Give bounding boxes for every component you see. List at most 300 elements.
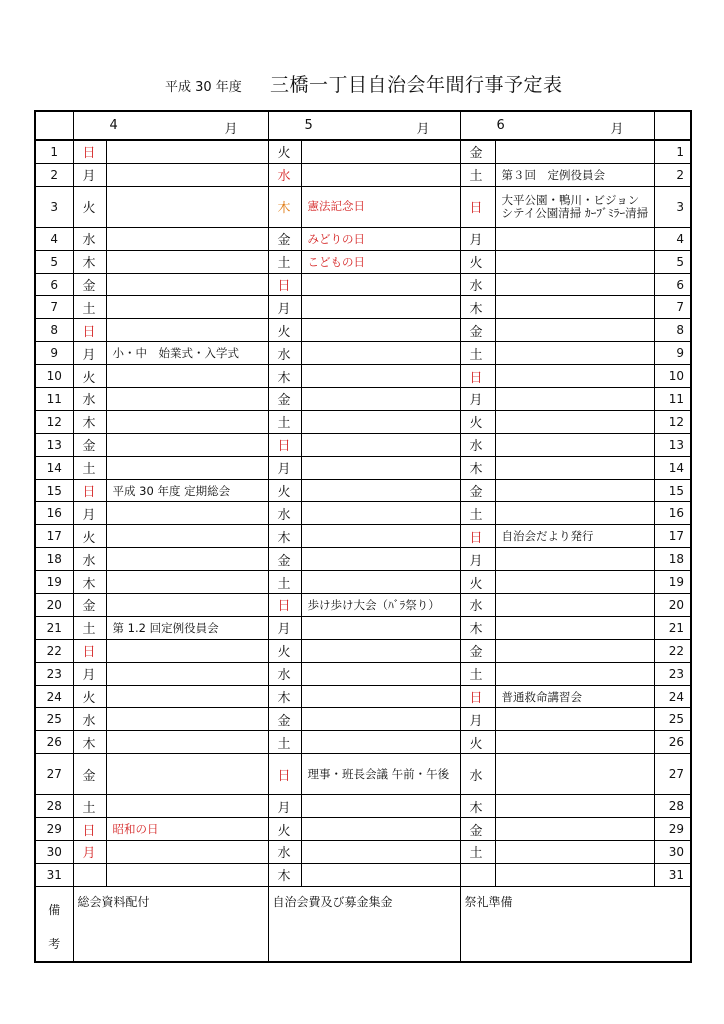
table-row (35, 594, 691, 617)
may-weekday: 月 (268, 296, 301, 319)
june-event: 第３回 定例役員会 (495, 163, 654, 186)
april-event (106, 548, 268, 571)
june-event (495, 410, 654, 433)
may-event (301, 662, 460, 685)
month-header-april (73, 111, 268, 140)
april-event (106, 365, 268, 388)
table-row (35, 548, 691, 571)
april-event (106, 456, 268, 479)
june-weekday (460, 863, 495, 886)
april-event: 昭和の日 (106, 818, 268, 841)
june-event (495, 456, 654, 479)
table-row (35, 571, 691, 594)
june-event (495, 296, 654, 319)
table-row (35, 731, 691, 754)
june-weekday: 水 (460, 433, 495, 456)
april-weekday: 金 (73, 273, 106, 296)
may-event (301, 319, 460, 342)
may-event (301, 502, 460, 525)
april-weekday: 木 (73, 250, 106, 273)
june-weekday: 木 (460, 616, 495, 639)
april-event (106, 685, 268, 708)
june-event (495, 342, 654, 365)
june-event: 普通救命講習会 (495, 685, 654, 708)
table-row (35, 227, 691, 250)
day-number: 15 (35, 479, 73, 502)
may-event: 理事・班長会議 午前・午後 (301, 754, 460, 795)
day-number-right: 2 (654, 163, 691, 186)
may-weekday: 水 (268, 662, 301, 685)
june-event: 自治会だより発行 (495, 525, 654, 548)
april-weekday: 土 (73, 795, 106, 818)
april-weekday: 月 (73, 841, 106, 864)
may-weekday: 火 (268, 140, 301, 163)
june-weekday: 金 (460, 140, 495, 163)
may-weekday: 日 (268, 754, 301, 795)
june-weekday: 月 (460, 227, 495, 250)
april-event (106, 410, 268, 433)
day-number-right: 9 (654, 342, 691, 365)
april-weekday: 金 (73, 594, 106, 617)
table-row (35, 754, 691, 795)
day-number-right: 23 (654, 662, 691, 685)
may-weekday: 金 (268, 227, 301, 250)
may-event (301, 571, 460, 594)
june-event (495, 818, 654, 841)
june-weekday: 水 (460, 754, 495, 795)
month-number: 6 (496, 118, 505, 133)
table-row (35, 273, 691, 296)
june-event (495, 548, 654, 571)
may-event (301, 548, 460, 571)
day-number: 30 (35, 841, 73, 864)
april-event (106, 795, 268, 818)
june-weekday: 土 (460, 163, 495, 186)
may-event (301, 841, 460, 864)
day-number-right: 10 (654, 365, 691, 388)
april-event (106, 571, 268, 594)
day-number: 4 (35, 227, 73, 250)
title-row (0, 68, 724, 100)
june-weekday: 火 (460, 571, 495, 594)
day-number-right: 19 (654, 571, 691, 594)
may-event (301, 639, 460, 662)
month-header-june (460, 111, 654, 140)
april-event (106, 754, 268, 795)
april-weekday: 日 (73, 479, 106, 502)
day-number-right: 27 (654, 754, 691, 795)
april-event (106, 863, 268, 886)
may-weekday: 日 (268, 433, 301, 456)
april-event (106, 639, 268, 662)
june-weekday: 土 (460, 342, 495, 365)
day-number-right: 22 (654, 639, 691, 662)
day-number: 3 (35, 186, 73, 227)
june-event (495, 571, 654, 594)
april-event (106, 731, 268, 754)
april-weekday: 日 (73, 140, 106, 163)
header-day-blank (35, 111, 73, 140)
april-event: 小・中 始業式・入学式 (106, 342, 268, 365)
table-row (35, 662, 691, 685)
june-event (495, 273, 654, 296)
day-number-right: 17 (654, 525, 691, 548)
notes-may: 自治会費及び募金集金 (268, 886, 460, 962)
may-event (301, 163, 460, 186)
may-weekday: 土 (268, 731, 301, 754)
day-number-right: 11 (654, 388, 691, 411)
april-event (106, 502, 268, 525)
april-weekday: 火 (73, 365, 106, 388)
day-number-right: 6 (654, 273, 691, 296)
april-event (106, 525, 268, 548)
april-event (106, 273, 268, 296)
may-weekday: 木 (268, 685, 301, 708)
day-number: 31 (35, 863, 73, 886)
may-weekday: 火 (268, 319, 301, 342)
day-number-right: 24 (654, 685, 691, 708)
april-event (106, 186, 268, 227)
table-row (35, 616, 691, 639)
april-event (106, 319, 268, 342)
day-number: 14 (35, 456, 73, 479)
april-event: 平成 30 年度 定期総会 (106, 479, 268, 502)
may-event: 憲法記念日 (301, 186, 460, 227)
april-weekday: 日 (73, 319, 106, 342)
april-weekday: 金 (73, 754, 106, 795)
april-weekday: 火 (73, 186, 106, 227)
april-event (106, 227, 268, 250)
day-number: 17 (35, 525, 73, 548)
may-weekday: 木 (268, 525, 301, 548)
may-weekday: 金 (268, 708, 301, 731)
day-number: 20 (35, 594, 73, 617)
april-weekday: 日 (73, 639, 106, 662)
june-weekday: 日 (460, 685, 495, 708)
april-weekday: 土 (73, 616, 106, 639)
may-weekday: 土 (268, 410, 301, 433)
may-weekday: 水 (268, 163, 301, 186)
notes-june: 祭礼準備 (460, 886, 691, 962)
june-event (495, 140, 654, 163)
april-weekday: 木 (73, 571, 106, 594)
day-number: 2 (35, 163, 73, 186)
april-event (106, 708, 268, 731)
may-event (301, 818, 460, 841)
month-header-row (35, 111, 691, 140)
day-number-right: 8 (654, 319, 691, 342)
may-event: こどもの日 (301, 250, 460, 273)
day-number: 21 (35, 616, 73, 639)
may-event (301, 616, 460, 639)
june-event (495, 754, 654, 795)
may-weekday: 金 (268, 388, 301, 411)
table-row (35, 388, 691, 411)
june-event (495, 365, 654, 388)
june-event (495, 388, 654, 411)
day-number-right: 18 (654, 548, 691, 571)
june-event (495, 227, 654, 250)
april-weekday: 土 (73, 456, 106, 479)
april-event (106, 388, 268, 411)
month-label: 月 (224, 122, 238, 137)
table-row (35, 639, 691, 662)
may-weekday: 水 (268, 342, 301, 365)
month-label: 月 (416, 122, 430, 137)
day-number: 8 (35, 319, 73, 342)
day-number: 11 (35, 388, 73, 411)
may-weekday: 水 (268, 841, 301, 864)
june-event (495, 594, 654, 617)
may-event (301, 273, 460, 296)
june-event (495, 795, 654, 818)
june-event (495, 708, 654, 731)
june-weekday: 火 (460, 410, 495, 433)
day-number: 27 (35, 754, 73, 795)
june-weekday: 日 (460, 186, 495, 227)
april-event: 第 1.2 回定例役員会 (106, 616, 268, 639)
april-weekday: 土 (73, 296, 106, 319)
day-number: 7 (35, 296, 73, 319)
june-weekday: 水 (460, 273, 495, 296)
june-weekday: 土 (460, 841, 495, 864)
april-event (106, 163, 268, 186)
table-row (35, 140, 691, 163)
june-event: 大平公園・鴨川・ビジョンシテイ公園清掃 ｶｰﾌﾞﾐﾗｰ清掃 (495, 186, 654, 227)
april-weekday: 水 (73, 227, 106, 250)
day-number: 5 (35, 250, 73, 273)
day-number: 10 (35, 365, 73, 388)
april-weekday: 水 (73, 708, 106, 731)
june-weekday: 金 (460, 319, 495, 342)
may-weekday: 火 (268, 818, 301, 841)
may-weekday: 土 (268, 250, 301, 273)
june-weekday: 金 (460, 818, 495, 841)
june-weekday: 水 (460, 594, 495, 617)
may-weekday: 土 (268, 571, 301, 594)
day-number: 24 (35, 685, 73, 708)
table-row (35, 502, 691, 525)
april-weekday: 火 (73, 525, 106, 548)
june-event (495, 502, 654, 525)
may-event (301, 140, 460, 163)
june-weekday: 金 (460, 639, 495, 662)
day-number-right: 28 (654, 795, 691, 818)
day-number-right: 1 (654, 140, 691, 163)
may-weekday: 木 (268, 863, 301, 886)
may-event (301, 525, 460, 548)
day-number-right: 26 (654, 731, 691, 754)
day-number-right: 15 (654, 479, 691, 502)
day-number: 26 (35, 731, 73, 754)
month-number: 4 (109, 118, 118, 133)
april-weekday: 月 (73, 502, 106, 525)
month-number: 5 (304, 118, 313, 133)
may-event (301, 388, 460, 411)
may-event (301, 342, 460, 365)
june-event (495, 639, 654, 662)
schedule-table (34, 110, 692, 963)
table-row (35, 841, 691, 864)
table-row (35, 479, 691, 502)
may-event (301, 731, 460, 754)
day-number: 12 (35, 410, 73, 433)
june-weekday: 月 (460, 548, 495, 571)
table-row (35, 186, 691, 227)
april-weekday: 月 (73, 342, 106, 365)
june-weekday: 木 (460, 795, 495, 818)
day-number: 6 (35, 273, 73, 296)
table-row (35, 708, 691, 731)
may-weekday: 月 (268, 456, 301, 479)
may-event (301, 795, 460, 818)
notes-april: 総会資料配付 (73, 886, 268, 962)
june-weekday: 金 (460, 479, 495, 502)
june-event (495, 616, 654, 639)
april-event (106, 594, 268, 617)
june-weekday: 日 (460, 525, 495, 548)
table-row (35, 685, 691, 708)
page-title: 三橋一丁目自治会年間行事予定表 (270, 74, 563, 96)
june-weekday: 月 (460, 708, 495, 731)
june-weekday: 土 (460, 502, 495, 525)
day-number-right: 5 (654, 250, 691, 273)
day-number: 22 (35, 639, 73, 662)
may-weekday: 日 (268, 594, 301, 617)
day-number-right: 4 (654, 227, 691, 250)
april-weekday: 火 (73, 685, 106, 708)
april-weekday: 月 (73, 662, 106, 685)
table-row (35, 818, 691, 841)
may-event (301, 410, 460, 433)
day-number: 23 (35, 662, 73, 685)
day-number-right: 16 (654, 502, 691, 525)
april-weekday (73, 863, 106, 886)
april-weekday: 日 (73, 818, 106, 841)
june-event (495, 433, 654, 456)
june-event (495, 662, 654, 685)
day-number-right: 25 (654, 708, 691, 731)
month-label: 月 (610, 122, 624, 137)
day-number-right: 12 (654, 410, 691, 433)
may-event (301, 685, 460, 708)
table-row (35, 795, 691, 818)
may-weekday: 木 (268, 365, 301, 388)
day-number-right: 20 (654, 594, 691, 617)
table-row (35, 296, 691, 319)
june-weekday: 木 (460, 296, 495, 319)
june-event (495, 731, 654, 754)
may-event: みどりの日 (301, 227, 460, 250)
table-row (35, 456, 691, 479)
may-weekday: 月 (268, 795, 301, 818)
month-header-may (268, 111, 460, 140)
may-event (301, 708, 460, 731)
may-event: 歩け歩け大会（ﾊﾞﾗ祭り） (301, 594, 460, 617)
notes-label: 備 考 (35, 886, 73, 962)
may-weekday: 月 (268, 616, 301, 639)
table-row (35, 342, 691, 365)
june-event (495, 319, 654, 342)
april-event (106, 662, 268, 685)
may-event (301, 365, 460, 388)
table-row (35, 863, 691, 886)
april-weekday: 水 (73, 548, 106, 571)
day-number: 29 (35, 818, 73, 841)
april-event (106, 250, 268, 273)
june-weekday: 日 (460, 365, 495, 388)
day-number-right: 13 (654, 433, 691, 456)
april-event (106, 140, 268, 163)
june-event (495, 250, 654, 273)
day-number: 16 (35, 502, 73, 525)
june-weekday: 土 (460, 662, 495, 685)
fiscal-year-label: 平成 30 年度 (165, 80, 242, 95)
day-number: 1 (35, 140, 73, 163)
day-number: 18 (35, 548, 73, 571)
day-number-right: 14 (654, 456, 691, 479)
day-number: 13 (35, 433, 73, 456)
table-row (35, 433, 691, 456)
may-weekday: 火 (268, 479, 301, 502)
table-row (35, 365, 691, 388)
april-weekday: 木 (73, 731, 106, 754)
may-event (301, 863, 460, 886)
april-event (106, 296, 268, 319)
day-number: 9 (35, 342, 73, 365)
april-weekday: 月 (73, 163, 106, 186)
may-weekday: 火 (268, 639, 301, 662)
may-weekday: 日 (268, 273, 301, 296)
may-event (301, 433, 460, 456)
may-weekday: 水 (268, 502, 301, 525)
day-number-right: 3 (654, 186, 691, 227)
table-row (35, 163, 691, 186)
june-event (495, 863, 654, 886)
june-weekday: 木 (460, 456, 495, 479)
header-day-blank-right (654, 111, 691, 140)
june-weekday: 火 (460, 731, 495, 754)
table-row (35, 525, 691, 548)
notes-row (35, 886, 691, 962)
table-row (35, 319, 691, 342)
day-number-right: 29 (654, 818, 691, 841)
day-number-right: 31 (654, 863, 691, 886)
day-number-right: 7 (654, 296, 691, 319)
april-event (106, 841, 268, 864)
april-weekday: 水 (73, 388, 106, 411)
june-weekday: 月 (460, 388, 495, 411)
june-event (495, 841, 654, 864)
may-event (301, 296, 460, 319)
day-number: 19 (35, 571, 73, 594)
may-event (301, 456, 460, 479)
may-event (301, 479, 460, 502)
april-weekday: 木 (73, 410, 106, 433)
day-number-right: 30 (654, 841, 691, 864)
april-weekday: 金 (73, 433, 106, 456)
may-weekday: 金 (268, 548, 301, 571)
table-row (35, 250, 691, 273)
june-event (495, 479, 654, 502)
day-number-right: 21 (654, 616, 691, 639)
june-weekday: 火 (460, 250, 495, 273)
day-number: 28 (35, 795, 73, 818)
table-row (35, 410, 691, 433)
april-event (106, 433, 268, 456)
day-number: 25 (35, 708, 73, 731)
may-weekday: 木 (268, 186, 301, 227)
